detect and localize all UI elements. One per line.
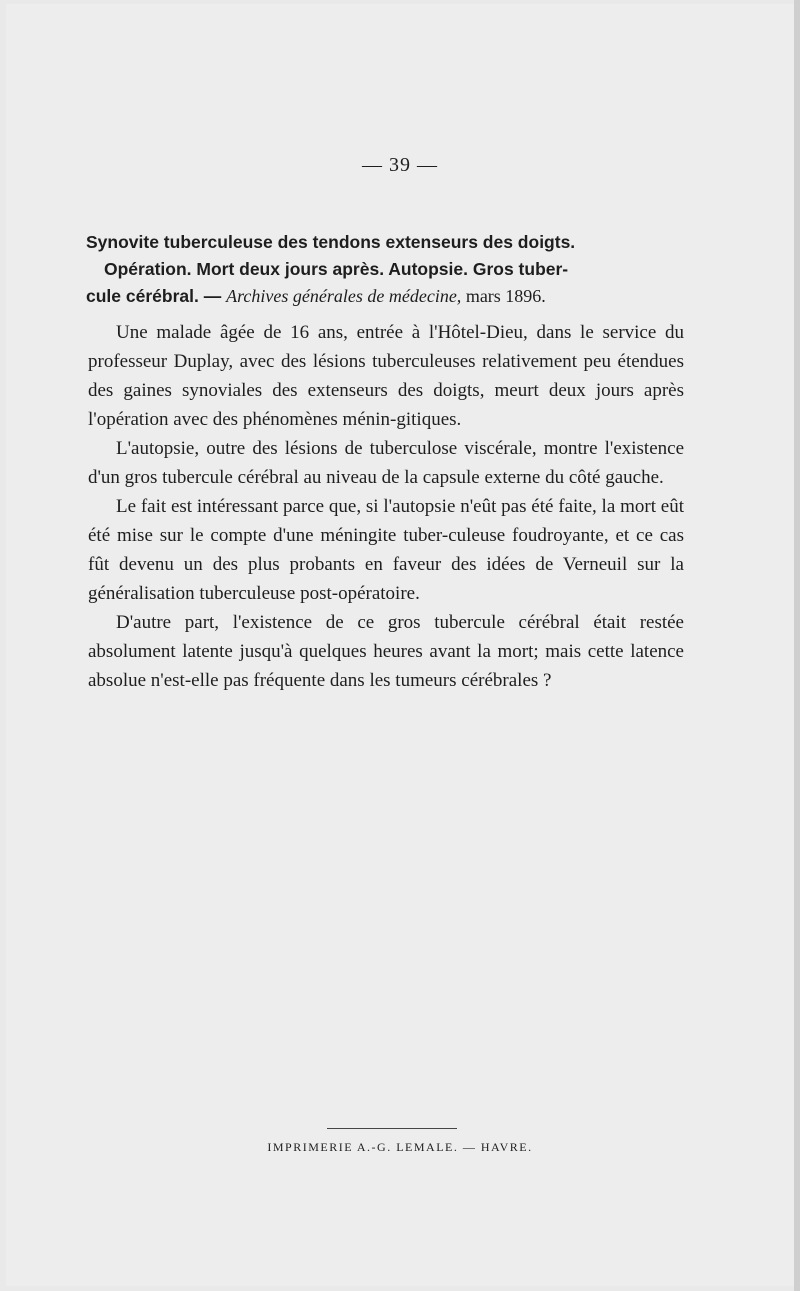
footer-rule xyxy=(327,1128,457,1129)
article-heading xyxy=(86,229,686,310)
heading-line-3-start: cule cérébral. — xyxy=(86,286,227,306)
page-number: — 39 — xyxy=(362,154,438,176)
paragraph-3: Le fait est intéressant parce que, si l'autopsie n'eût pas été faite, la mort eût été mise sur le compte d'une méningite tuber-culeuse foudroyante, et ce cas fût devenu un des plus probants en faveur des idées de Verneuil sur la généralisation tuberculeuse post-opératoire. xyxy=(88,496,684,604)
paragraph-2: L'autopsie, outre des lésions de tuberculose viscérale, montre l'existence d'un gros tubercule cérébral au niveau de la capsule externe du côté gauche. xyxy=(88,438,684,488)
paragraph-1: Une malade âgée de 16 ans, entrée à l'Hôtel-Dieu, dans le service du professeur Duplay, avec des lésions tuberculeuses relativement peu étendues des gaines synoviales des extenseurs des doigts, meurt deux jours après l'opération avec des phénomènes ménin-gitiques. xyxy=(88,322,684,430)
journal-citation: Archives générales de médecine, xyxy=(226,286,462,306)
article-body xyxy=(88,318,684,695)
page-edge xyxy=(794,0,800,1291)
printer-imprint: IMPRIMERIE A.-G. LEMALE. — HAVRE. xyxy=(267,1140,533,1154)
heading-line-3 xyxy=(86,283,686,310)
heading-line-2: Opération. Mort deux jours après. Autopsie. Gros tuber- xyxy=(104,259,569,279)
heading-line-1: Synovite tuberculeuse des tendons extenseurs des doigts. xyxy=(86,232,576,252)
paragraph-4: D'autre part, l'existence de ce gros tubercule cérébral était restée absolument latente jusqu'à quelques heures avant la mort; mais cette latence absolue n'est-elle pas fréquente dans les tumeurs cérébrales ? xyxy=(88,612,684,691)
citation-date: mars 1896. xyxy=(461,286,546,306)
